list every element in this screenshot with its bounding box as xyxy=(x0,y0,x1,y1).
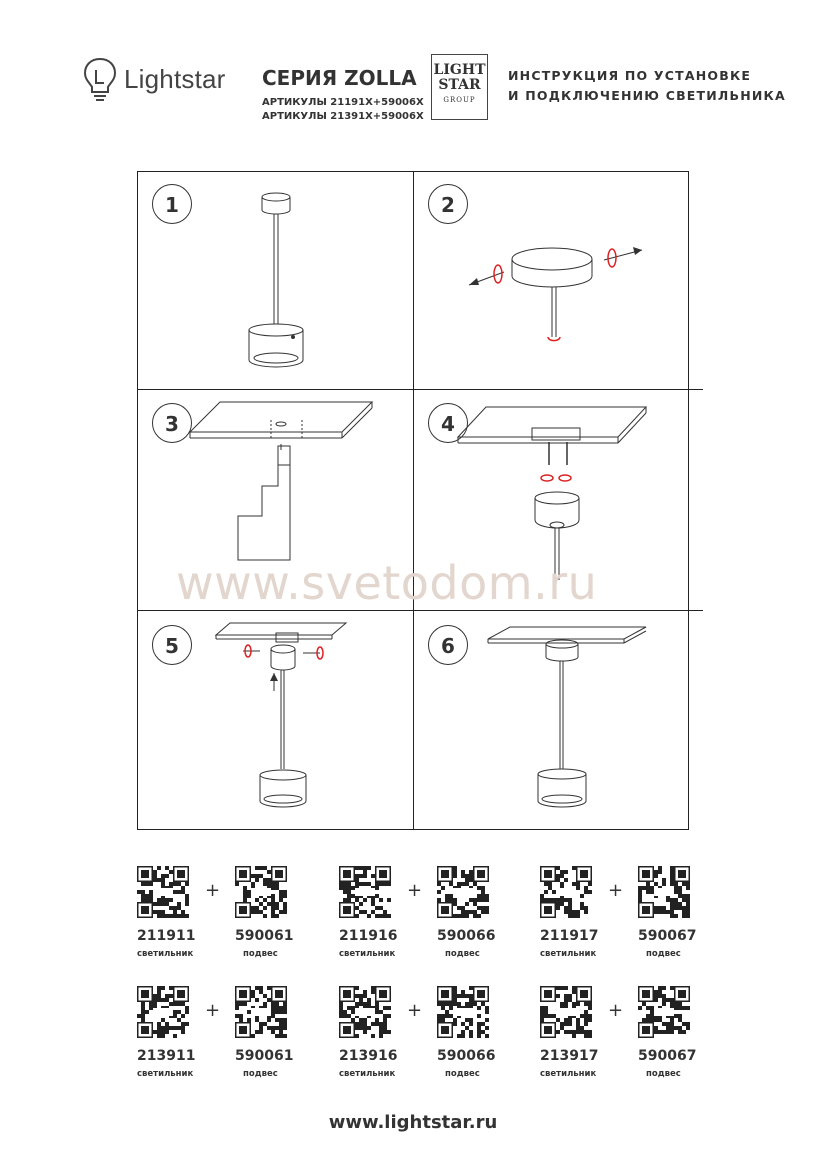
qr-code xyxy=(437,866,489,918)
bulb-icon xyxy=(82,56,118,102)
product-type-label: подвес xyxy=(445,1069,480,1079)
group-logo-line-1: LIGHT xyxy=(433,62,486,78)
light-star-group-logo xyxy=(431,54,488,120)
product-code: 590067 xyxy=(638,1048,697,1064)
step-2-panel xyxy=(413,171,689,390)
step-number-4: 4 xyxy=(428,403,468,443)
product-code: 213911 xyxy=(137,1048,196,1064)
group-logo-line-2: STAR xyxy=(438,77,481,93)
product-type-label: подвес xyxy=(445,949,480,959)
product-type-label: светильник xyxy=(540,1069,597,1079)
product-code: 590061 xyxy=(235,928,294,944)
product-type-label: подвес xyxy=(646,1069,681,1079)
plus-sign: + xyxy=(407,1000,423,1021)
instruction-line-1: ИНСТРУКЦИЯ ПО УСТАНОВКЕ xyxy=(508,68,752,83)
installed-pendant-illustration xyxy=(414,611,690,831)
product-type-label: светильник xyxy=(339,1069,396,1079)
product-code: 590066 xyxy=(437,1048,496,1064)
qr-code xyxy=(638,986,690,1038)
article-line-1: АРТИКУЛЫ 21191X+59006X xyxy=(262,97,424,108)
step-number-2: 2 xyxy=(428,184,468,224)
step-5-panel xyxy=(137,610,414,830)
grid-divider-tick xyxy=(689,610,703,611)
grid-divider-tick xyxy=(689,389,703,390)
product-code: 211911 xyxy=(137,928,196,944)
product-type-label: подвес xyxy=(646,949,681,959)
product-type-label: светильник xyxy=(540,949,597,959)
step-number-5: 5 xyxy=(152,625,192,665)
product-code: 590066 xyxy=(437,928,496,944)
product-code: 590067 xyxy=(638,928,697,944)
pendient-assembled-illustration xyxy=(138,172,415,391)
plus-sign: + xyxy=(608,880,624,901)
instruction-line-2: И ПОДКЛЮЧЕНИЮ СВЕТИЛЬНИКА xyxy=(508,88,786,103)
plus-sign: + xyxy=(407,880,423,901)
watermark: www.svetodom.ru xyxy=(176,556,598,610)
plus-sign: + xyxy=(205,880,221,901)
product-type-label: светильник xyxy=(339,949,396,959)
qr-code xyxy=(540,866,592,918)
step-number-6: 6 xyxy=(428,625,468,665)
lightstar-logo xyxy=(82,56,226,102)
qr-code xyxy=(137,986,189,1038)
qr-code xyxy=(638,866,690,918)
product-code: 213917 xyxy=(540,1048,599,1064)
qr-code xyxy=(339,986,391,1038)
series-title: СЕРИЯ ZOLLA xyxy=(262,66,417,90)
step-number-1: 1 xyxy=(152,184,192,224)
qr-code xyxy=(339,866,391,918)
qr-code xyxy=(540,986,592,1038)
product-code: 211917 xyxy=(540,928,599,944)
installation-steps-grid xyxy=(137,171,689,830)
product-type-label: светильник xyxy=(137,949,194,959)
canopy-fixing-illustration xyxy=(138,611,415,831)
product-type-label: светильник xyxy=(137,1069,194,1079)
qr-code xyxy=(235,866,287,918)
article-line-2: АРТИКУЛЫ 21391X+59006X xyxy=(262,111,424,122)
qr-code xyxy=(437,986,489,1038)
website-link[interactable]: www.lightstar.ru xyxy=(328,1112,498,1133)
product-code: 211916 xyxy=(339,928,398,944)
step-1-panel xyxy=(137,171,414,390)
plus-sign: + xyxy=(608,1000,624,1021)
qr-code xyxy=(235,986,287,1038)
product-code: 590061 xyxy=(235,1048,294,1064)
step-number-3: 3 xyxy=(152,403,192,443)
plus-sign: + xyxy=(205,1000,221,1021)
step-6-panel xyxy=(413,610,689,830)
canopy-screws-illustration xyxy=(414,172,690,391)
group-logo-line-3: GROUP xyxy=(443,96,476,104)
product-type-label: подвес xyxy=(243,949,278,959)
brand-name: Lightstar xyxy=(124,63,226,94)
qr-code xyxy=(137,866,189,918)
product-code: 213916 xyxy=(339,1048,398,1064)
product-type-label: подвес xyxy=(243,1069,278,1079)
